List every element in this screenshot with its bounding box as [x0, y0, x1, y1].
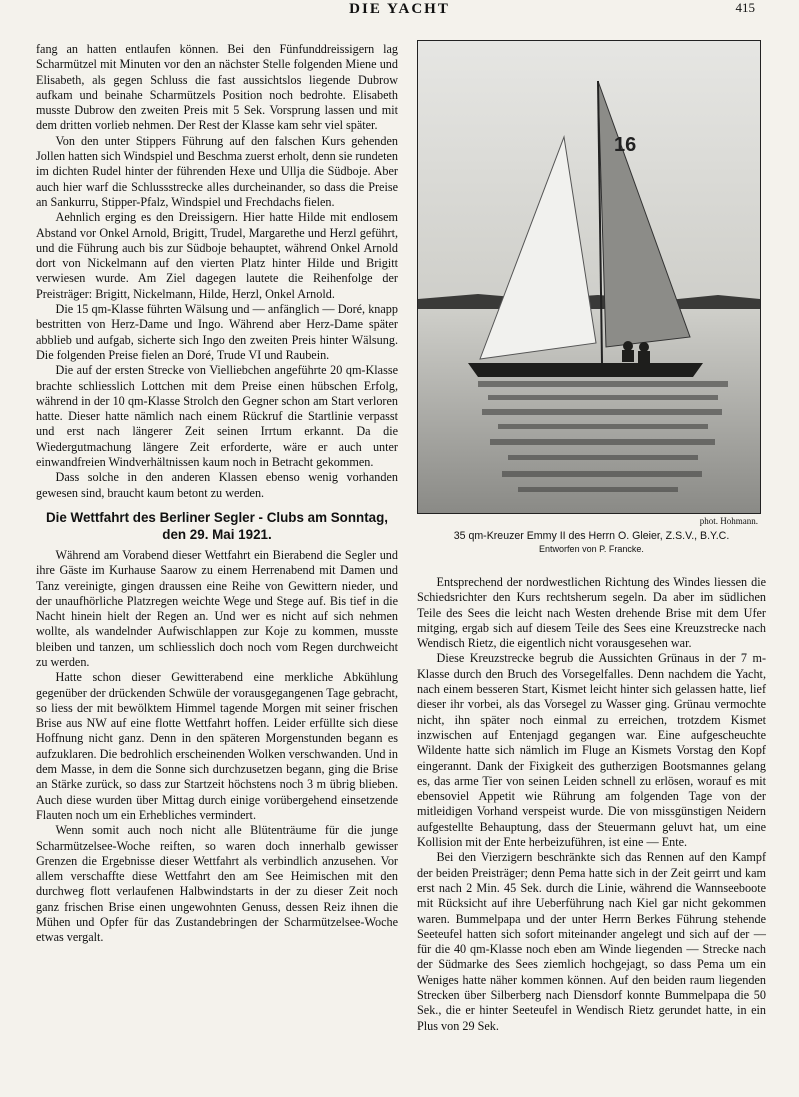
paragraph: Entsprechend der nordwestlichen Richtung des Windes liessen die Schiedsrichter den Kurs rechtsherum segeln. Da aber im südlichen Teile des Sees die leicht nach Westen drehende Brise mit dem Ufer mitging, ergab sich auf diesem Teile des Sees eine Kreuzstrecke nach Wendisch Rietz, die eigentlich nicht vorausgesehen war.	[417, 575, 766, 651]
sailboat-figure	[417, 40, 766, 527]
page-header	[0, 0, 799, 22]
paragraph: Während am Vorabend dieser Wettfahrt ein Bierabend die Segler und ihre Gäste im Kurhause Saarow zu einem Herrenabend mit Damen und Tanz vereinigte, gingen draussen eine Reihe von Gewittern nieder, und der unaufhörliche Platzregen weichte Wege und Stege auf. Bis tief in die Nacht hinein hielt der Regen an. Und wer es nicht auf sich nehmen wollte, als wandelnder Aufwischlappen zur Koje zu kommen, musste bleiben und tanzen, um schliesslich doch noch vom Regen durchweicht zu werden.	[36, 547, 398, 669]
page-number: 415	[735, 0, 755, 15]
running-title: DIE YACHT	[349, 1, 450, 17]
sailboat-illustration	[418, 41, 760, 513]
paragraph: Wenn somit auch noch nicht alle Blütenträume für die junge Scharmützelsee-Woche reiften, so waren doch innerhalb gewisser Grenzen die Ergebnisse dieser Wettfahrt als verbindlich anzusehen. Vor allem verschaffte diese Wettfahrt den am See Heimischen mit den durchweg flott verlaufenen Halbwindstarts in der zu dieser Zeit noch ganz frischen Brise einen ungewohnten Genuss, dessen Reiz ihnen die Mühen und Opfer für das Zustandebringen der Scharmützelsee-Woche etwas vergalt.	[36, 823, 398, 945]
paragraph: fang an hatten entlaufen können. Bei den Fünfunddreissigern lag Scharmützel mit Minuten vor den an nächster Stelle folgenden Miene und Elisabeth, als gegen Schluss die fast aussichtslos liegende Dubrow aufkam und beinahe Scharmützels Position noch bedrohte. Elisabeth musste Dubrow den zweiten Preis mit 5 Sek. Vorsprung lassen und mit dem dritten vorlieb nehmen. Der Rest der Klasse kam sehr viel später.	[36, 42, 398, 133]
hull	[468, 363, 703, 377]
caption-title: 35 qm-Kreuzer Emmy II des Herrn O. Gleier, Z.S.V., B.Y.C.	[453, 530, 730, 542]
sky	[418, 41, 760, 301]
sailboat-photo	[417, 40, 761, 514]
right-column	[417, 575, 766, 1034]
caption-subtitle: Entworfen von P. Francke.	[539, 544, 644, 554]
sail-number: 16	[614, 134, 637, 156]
paragraph: Aehnlich erging es den Dreissigern. Hier hatte Hilde mit endlosem Abstand vor Onkel Arnold, Brigitt, Trudel, Margarethe und Herzl geführt, und die Führung auch bis zur Südboje behauptet, während Onkel Arnold dort von Nickelmann auf den vierten Platz hinter Hilde und Brigitt verwiesen wurde. Am Ziel dagegen lautete die Reihenfolge der Preisträger: Brigitt, Nickelmann, Hilde, Herzl, Onkel Arnold.	[36, 210, 398, 301]
paragraph: Diese Kreuzstrecke begrub die Aussichten Grünaus in der 7 m-Klasse durch den Bruch des Vorsegelfalles. Denn nachdem die Yacht, nach einem besseren Start, Kismet leicht hinter sich gelassen hatte, lief dieser ihr vorbei, als das Vorsegel zu Wasser ging. Grünau vermochte nicht, ihn später noch einmal zu erreichen, trotzdem Kismet inzwischen auf Entenjagd gegangen war. Eine aufgescheuchte Wildente hatte sich nämlich im Fluge an Kismets Vorstag den Kopf eingerannt. Dank der Fixigkeit des gutherzigen Bootsmannes gelang es, das arme Tier von seinen Leiden schnell zu erlösen, worauf es mit ebensoviel Appetit wie Rührung am folgenden Tage von der mitleidigen Vorhand verspeist wurde. Die von missgünstigen Neidern aufgestellte Behauptung, dass der Steuermann geluvt hat, um eine Kollision mit der Ente herbeizuführen, ist eine — Ente.	[417, 651, 766, 850]
paragraph: Hatte schon dieser Gewitterabend eine merkliche Abkühlung gegenüber der drückenden Schwüle der vorausgegangenen Tage gebracht, so liess der mit bewölktem Himmel tagende Morgen mit seiner frischen Brise aus NW auf eine flotte Wettfahrt hoffen. Leider erfüllte sich diese Hoffnung nicht ganz. Denn in den späteren Morgenstunden begann es aufzuklaren. Die bedrohlich erscheinenden Wolken verschwanden. Und in dem Masse, in dem die Sonne sich durchzusetzen begann, ging die Brise an Stärke zurück, so dass zur Startzeit höchstens noch 3 m übrig blieben. Auch diese wurden über Mittag durch einige vorübergehend einsetzende Flauten noch um ein Erhebliches vermindert.	[36, 670, 398, 822]
figure-caption	[417, 529, 766, 555]
paragraph: Dass solche in den anderen Klassen ebenso wenig vorhanden gewesen sind, braucht kaum betont zu werden.	[36, 470, 398, 500]
photo-credit: phot. Hohmann.	[699, 516, 758, 526]
paragraph: Von den unter Stippers Führung auf den falschen Kurs gehenden Jollen hatten sich Windspiel und Beschma zuerst erholt, denn sie rundeten im dichten Rudel hinter der führenden Hexe und Ullja die Südboje. Aber auch hier warf die Schlussstrecke alles durcheinander, so dass die Preise an Sankurru, Stipper-Pfalz, Windspiel und Frechdachs fielen.	[36, 133, 398, 209]
paragraph: Bei den Vierzigern beschränkte sich das Rennen auf den Kampf der beiden Preisträger; denn Pema hatte sich in der Zeit geirrt und kam erst nach 2 Min. 45 Sek. durch die Linie, während die Wannseeboote mit Rücksicht auf ihre Ueberführung nach Kiel gar nicht gekommen waren. Bummelpapa und der unter Herrn Berkes Führung stehende Seeteufel hatten sich sofort miteinander angelegt und sich auf der — für die 40 qm-Klasse noch eben am Winde liegenden — Strecke nach der Südmarke des Sees ziemlich hochgejagt, so dass Pema um ein Weniges hatte näher kommen können. Auf den beiden raum liegenden Strecken über Silberberg nach Diensdorf konnte Bummelpapa die 50 Sek., die er hinter Seeteufel in Wendisch Rietz gerundet hatte, in ein Plus von 29 Sek.	[417, 850, 766, 1033]
section-heading: Die Wettfahrt des Berliner Segler - Clubs am Sonntag, den 29. Mai 1921.	[45, 509, 389, 542]
paragraph: Die 15 qm-Klasse führten Wälsung und — anfänglich — Doré, knapp bestritten von Herz-Dame und Ingo. Während aber Herz-Dame später abblieb und aufgab, sicherte sich Ingo den zweiten Preis hinter Wälsung. Die folgenden Preise fielen an Doré, Trude VI und Raubein.	[36, 302, 398, 362]
left-column	[36, 42, 398, 946]
paragraph: Die auf der ersten Strecke von Vielliebchen angeführte 20 qm-Klasse brachte schliesslich Lottchen mit dem Preise einen hübschen Erfolg, während in der 10 qm-Klasse Strolch den Gegner schon am Start verloren hatte. Dieser hatte nämlich nach einem Rückruf die Startlinie verpasst und erst nach längerer Zeit seinen Irrtum erkannt. Da die Wiedergutmachung längere Zeit erforderte, wäre er auch unter einwandfreien Windverhältnissen kaum noch in Betracht gekommen.	[36, 363, 398, 470]
